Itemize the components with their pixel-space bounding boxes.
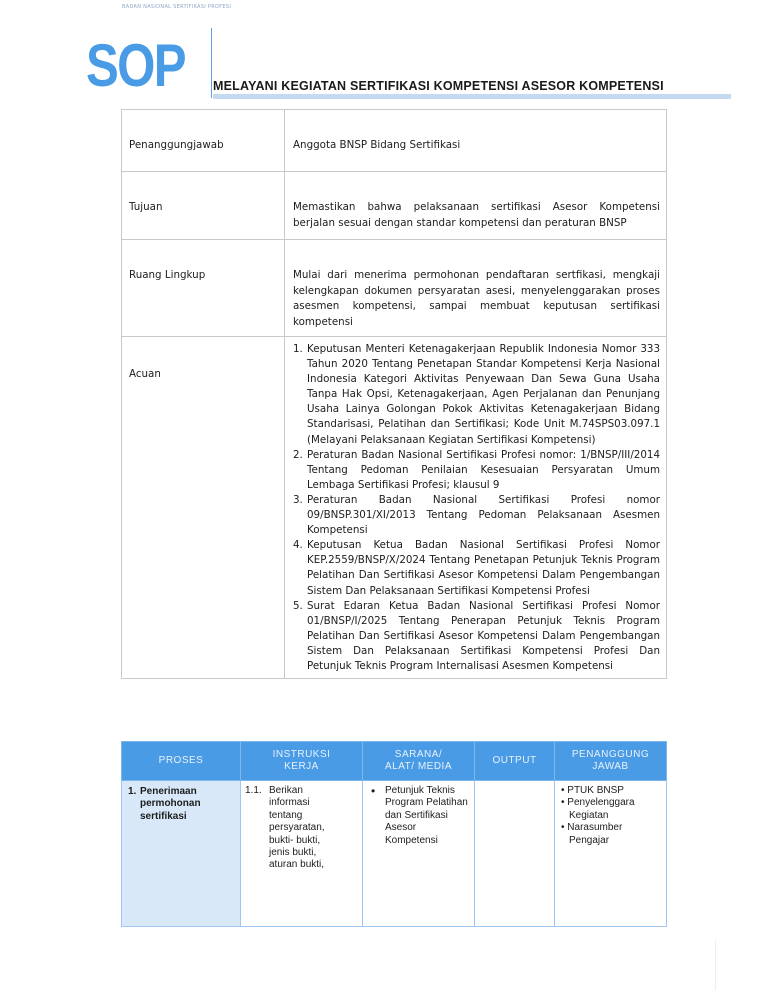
acuan-item-text: Peraturan Badan Nasional Sertifikasi Profesi nomor: 1/BNSP/III/2014 Tentang Pedoman Penilaian Kesesuaian Persyaratan Umum Lembaga Sertifikasi Profesi; klausul 9 <box>307 448 660 491</box>
media-text: Petunjuk Teknis Program Pelatihan dan Sertifikasi Asesor Kompetensi <box>385 785 468 846</box>
info-table <box>121 109 667 679</box>
acuan-item-number: 1. <box>293 343 303 355</box>
scan-artifact-line <box>715 940 716 990</box>
title-underline-bar <box>213 94 731 99</box>
header-proses: PROSES <box>122 742 241 781</box>
process-table <box>121 741 667 927</box>
header-sarana-line2: ALAT/ MEDIA <box>385 761 452 772</box>
header-instruksi-line1: INSTRUKSI <box>272 749 331 760</box>
responsible-item: • Penyelenggara Kegiatan <box>561 797 635 821</box>
acuan-item-text: Keputusan Menteri Ketenagakerjaan Republik Indonesia Nomor 333 Tahun 2020 Tentang Penetapan Standar Kompetensi Kerja Nasional Indonesia Kategori Aktivitas Penyewaan Dan Sewa Guna Usaha Tanpa Hak Opsi, Ketenagakerjaan, Agen Perjalanan dan Penunjang Usaha Lainya Golongan Pokok Aktivitas Ketenagakerjaan Bidang Standarisasi, Pelatihan dan Sertifikasi; Kode Unit M.74SPS03.097.1 (Melayani Pelaksanaan Kegiatan Sertifikasi Kompetensi) <box>307 343 660 446</box>
process-step-text: Penerimaan permohonan sertifikasi <box>140 786 201 822</box>
header-pj-line2: JAWAB <box>592 761 629 772</box>
header-instruksi-line2: KERJA <box>284 761 319 772</box>
acuan-item <box>293 493 660 538</box>
info-value: Mulai dari menerima permohonan pendaftaran sertfikasi, mengkaji kelengkapan dokumen persyaratan asesi, menyelenggarakan proses asesmen kompetensi, sampai membuat keputusan sertifikasi kompetensi <box>285 240 667 337</box>
acuan-list <box>293 342 660 674</box>
info-row-penanggungjawab <box>122 110 667 172</box>
acuan-item-number: 3. <box>293 493 303 506</box>
info-label: Penanggungjawab <box>122 110 285 172</box>
acuan-item <box>293 599 660 674</box>
media-cell <box>363 781 475 927</box>
responsible-list <box>561 785 662 847</box>
acuan-item-number: 4. <box>293 539 303 552</box>
header-pj-line1: PENANGGUNG <box>571 749 650 760</box>
acuan-item-text: Peraturan Badan Nasional Sertifikasi Profesi nomor 09/BNSP.301/XI/2013 Tentang Pedoman Pelaksanaan Asesmen Kompetensi <box>307 493 660 537</box>
info-row-ruang-lingkup <box>122 240 667 337</box>
process-step-cell <box>122 781 241 927</box>
instruction-cell <box>241 781 363 927</box>
instruction-number: 1.1. <box>245 785 262 796</box>
instruction-text: Berikan informasi tentang persyaratan, bukti- bukti, jenis bukti, aturan bukti, <box>269 785 325 871</box>
responsible-item: • Narasumber Pengajar <box>561 822 623 846</box>
info-label: Ruang Lingkup <box>122 240 285 337</box>
responsible-cell <box>555 781 667 927</box>
info-label: Acuan <box>122 337 285 679</box>
info-row-acuan <box>122 337 667 679</box>
acuan-item-text: Keputusan Ketua Badan Nasional Sertifikasi Profesi Nomor KEP.2559/BNSP/X/2024 Tentang Penetapan Petunjuk Teknis Program Pelatihan Dan Sertifikasi Asesor Kompetensi Dalam Pengembangan Sistem Dan Pelaksanaan Sertifikasi Kompetensi Profesi <box>307 539 660 597</box>
acuan-item-number: 5. <box>293 599 303 612</box>
acuan-item-number: 2. <box>293 448 303 461</box>
header-sarana <box>363 742 475 781</box>
header-output: OUTPUT <box>475 742 555 781</box>
acuan-item <box>293 448 660 493</box>
document-title: MELAYANI KEGIATAN SERTIFIKASI KOMPETENSI ASESOR KOMPETENSI <box>213 79 664 93</box>
process-step <box>128 786 236 823</box>
info-value: Anggota BNSP Bidang Sertifikasi <box>285 110 667 172</box>
media-item <box>371 785 470 847</box>
responsible-item-text: Narasumber Pengajar <box>567 822 623 846</box>
responsible-item: • PTUK BNSP <box>561 785 624 796</box>
header-instruksi-kerja <box>241 742 363 781</box>
instruction-item <box>245 785 358 872</box>
bullet-icon: • <box>371 784 376 798</box>
responsible-item-text: PTUK BNSP <box>567 785 624 796</box>
process-step-number: 1. <box>128 786 137 797</box>
acuan-item-text: Surat Edaran Ketua Badan Nasional Sertifikasi Profesi Nomor 01/BNSP/I/2025 Tentang Penerapan Petunjuk Teknis Program Pelatihan Dan Sertifikasi Asesor Kompetensi Dalam Pengembangan Sistem Dan Pelaksanaan Sertifikasi Kompetensi Profesi Dan Petunjuk Teknis Program Internalisasi Asesmen Kompetensi <box>307 599 660 672</box>
agency-name: BADAN NASIONAL SERTIFIKASI PROFESI <box>122 4 232 10</box>
header-sarana-line1: SARANA/ <box>394 749 443 760</box>
logo-divider <box>211 28 212 98</box>
info-label: Tujuan <box>122 172 285 240</box>
output-cell <box>475 781 555 927</box>
acuan-item <box>293 538 660 598</box>
process-header-row <box>122 742 667 781</box>
acuan-item <box>293 342 660 448</box>
process-row <box>122 781 667 927</box>
sop-logo: SOP <box>86 32 185 99</box>
header-penanggung-jawab <box>555 742 667 781</box>
acuan-list-cell <box>285 337 667 679</box>
responsible-item-text: Penyelenggara Kegiatan <box>567 797 635 821</box>
info-row-tujuan <box>122 172 667 240</box>
info-value: Memastikan bahwa pelaksanaan sertifikasi Asesor Kompetensi berjalan sesuai dengan standar kompetensi dan peraturan BNSP <box>285 172 667 240</box>
